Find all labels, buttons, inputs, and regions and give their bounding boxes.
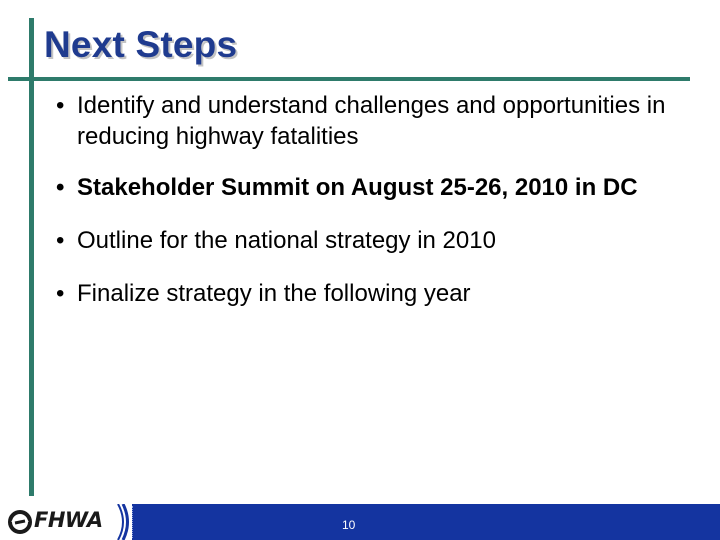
bullet-text: Identify and understand challenges and opportunities in reducing highway fatalities (77, 92, 666, 150)
title-underline-rule (8, 77, 690, 81)
bullet-list (56, 90, 696, 309)
bullet-dot: • (56, 227, 65, 254)
bullet-text: Finalize strategy in the following year (77, 280, 471, 307)
bullet-dot: • (56, 92, 65, 119)
bullet-item (56, 172, 696, 203)
fhwa-logo (0, 504, 132, 540)
bullet-dot: • (56, 280, 65, 307)
bullet-dot: • (56, 174, 65, 201)
bullet-item (56, 90, 696, 152)
slide-footer (0, 504, 720, 540)
bullet-item (56, 225, 696, 256)
slide-title: Next Steps (44, 24, 238, 65)
vertical-rule (29, 18, 34, 496)
logo-stripes-icon (116, 504, 132, 540)
fhwa-logo-text: FHWA (34, 508, 103, 532)
bullet-item (56, 278, 696, 309)
footer-dotted-divider (132, 506, 133, 538)
fhwa-emblem-icon (8, 510, 32, 534)
page-number: 10 (342, 518, 356, 532)
bullet-text: Stakeholder Summit on August 25-26, 2010 in DC (77, 174, 638, 201)
footer-band (132, 504, 720, 540)
bullet-text: Outline for the national strategy in 2010 (77, 227, 496, 254)
